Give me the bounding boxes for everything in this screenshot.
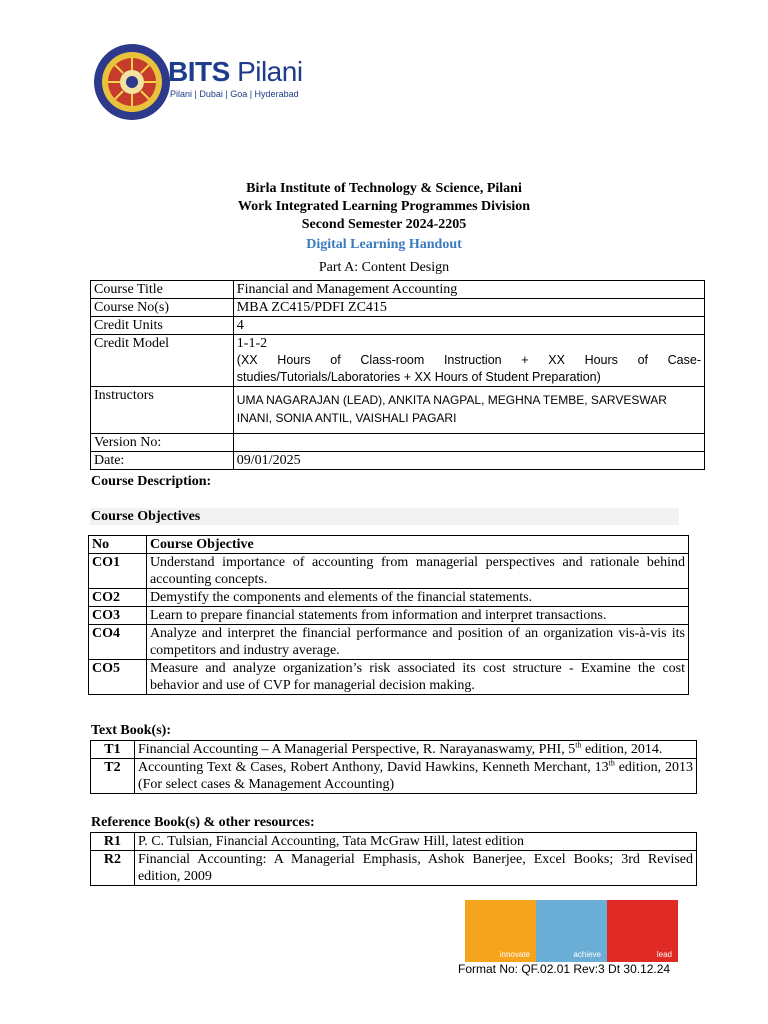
credit-model-cell: [233, 335, 704, 387]
bits-logo-bold: BITS: [168, 56, 230, 87]
course-description-heading: Course Description:: [91, 474, 212, 489]
objective-no: CO4: [89, 625, 147, 660]
table-row: [91, 317, 705, 335]
version-value: [233, 434, 704, 452]
text-book-text: Accounting Text & Cases, Robert Anthony, David Hawkins, Kenneth Merchant, 13: [137, 760, 609, 775]
banner-achieve-label: achieve: [573, 950, 601, 959]
table-row: [91, 851, 697, 886]
table-row: [89, 607, 689, 625]
objective-text: Analyze and interpret the financial performance and position of an organization vis-à-vis its competitors and industry average.: [146, 625, 688, 660]
objective-text: Measure and analyze organization’s risk associated its cost structure - Examine the cost behavior and use of CVP for managerial decision making.: [146, 660, 688, 695]
objectives-table: [88, 535, 689, 695]
instructors-label: Instructors: [91, 387, 234, 434]
part-title: Part A: Content Design: [318, 260, 450, 275]
objectives-header-no: No: [89, 536, 147, 554]
credit-model-label: Credit Model: [91, 335, 234, 387]
table-row: [91, 452, 705, 470]
text-books-table: [90, 740, 697, 794]
table-row: [91, 387, 705, 434]
objective-no: CO2: [89, 589, 147, 607]
reference-books-table: [90, 832, 697, 886]
objective-no: CO5: [89, 660, 147, 695]
objective-no: CO3: [89, 607, 147, 625]
instructors-value: UMA NAGARAJAN (LEAD), ANKITA NAGPAL, MEGHNA TEMBE, SARVESWAR INANI, SONIA ANTIL, VAISHALI PAGARI: [233, 387, 704, 434]
table-row: [89, 536, 689, 554]
date-value: 09/01/2025: [233, 452, 704, 470]
objective-text: Understand importance of accounting from managerial perspectives and rationale behind accounting concepts.: [146, 554, 688, 589]
date-label: Date:: [91, 452, 234, 470]
bits-logo-light: Pilani: [237, 56, 303, 87]
objective-no: CO1: [89, 554, 147, 589]
text-book-sup: th: [575, 740, 582, 750]
banner-lead-label: lead: [656, 950, 672, 959]
credit-units-label: Credit Units: [91, 317, 234, 335]
text-book-text-end: edition, 2013 (For select cases & Management Accounting): [137, 760, 693, 792]
text-book-sup: th: [608, 758, 615, 768]
course-title-label: Course Title: [91, 281, 234, 299]
banner-achieve: [536, 900, 607, 962]
footer-banner: [465, 900, 678, 962]
table-row: [89, 589, 689, 607]
credit-model-detail: (XX Hours of Class-room Instruction + XX Hours of Case-studies/Tutorials/Laboratories + XX Hours of Student Preparation): [236, 353, 701, 384]
objective-text: Learn to prepare financial statements from information and interpret transactions.: [146, 607, 688, 625]
table-row: [91, 299, 705, 317]
handout-title: Digital Learning Handout: [306, 237, 462, 252]
reference-books-heading: Reference Book(s) & other resources:: [91, 815, 315, 830]
institute-name: Birla Institute of Technology & Science, Pilani: [246, 181, 522, 196]
table-row: [89, 554, 689, 589]
text-book-entry: [134, 759, 696, 794]
table-row: [91, 281, 705, 299]
banner-innovate: [465, 900, 536, 962]
bits-campuses: Pilani | Dubai | Goa | Hyderabad: [170, 89, 299, 99]
course-objectives-heading: Course Objectives: [90, 508, 679, 525]
version-label: Version No:: [91, 434, 234, 452]
reference-book-id: R1: [91, 833, 135, 851]
division-name: Work Integrated Learning Programmes Division: [237, 199, 531, 214]
course-title-value: Financial and Management Accounting: [233, 281, 704, 299]
table-row: [91, 833, 697, 851]
text-book-text: Financial Accounting – A Managerial Perspective, R. Narayanaswamy, PHI, 5: [137, 742, 576, 757]
credit-units-value: 4: [233, 317, 704, 335]
bits-logo: [92, 42, 307, 122]
bits-logo-wordmark: [168, 56, 303, 88]
table-row: [91, 741, 697, 759]
table-row: [91, 759, 697, 794]
credit-model-value: 1-1-2: [236, 336, 268, 351]
banner-lead: [607, 900, 678, 962]
course-info-table: [90, 280, 705, 470]
reference-book-text: P. C. Tulsian, Financial Accounting, Tata McGraw Hill, latest edition: [134, 833, 696, 851]
format-number: Format No: QF.02.01 Rev:3 Dt 30.12.24: [458, 962, 671, 976]
course-no-value: MBA ZC415/PDFI ZC415: [233, 299, 704, 317]
text-book-id: T1: [91, 741, 135, 759]
course-no-label: Course No(s): [91, 299, 234, 317]
semester: Second Semester 2024-2205: [301, 217, 467, 232]
banner-innovate-label: innovate: [499, 950, 530, 959]
table-row: [89, 660, 689, 695]
text-book-text-end: edition, 2014.: [581, 742, 663, 757]
text-books-heading: Text Book(s):: [91, 723, 171, 738]
reference-book-id: R2: [91, 851, 135, 886]
bits-seal-icon: [92, 42, 172, 122]
objective-text: Demystify the components and elements of the financial statements.: [146, 589, 688, 607]
text-book-id: T2: [91, 759, 135, 794]
table-row: [91, 335, 705, 387]
text-book-entry: [134, 741, 696, 759]
table-row: [91, 434, 705, 452]
objectives-header-objective: Course Objective: [146, 536, 688, 554]
reference-book-text: Financial Accounting: A Managerial Emphasis, Ashok Banerjee, Excel Books; 3rd Revised edition, 2009: [134, 851, 696, 886]
table-row: [89, 625, 689, 660]
